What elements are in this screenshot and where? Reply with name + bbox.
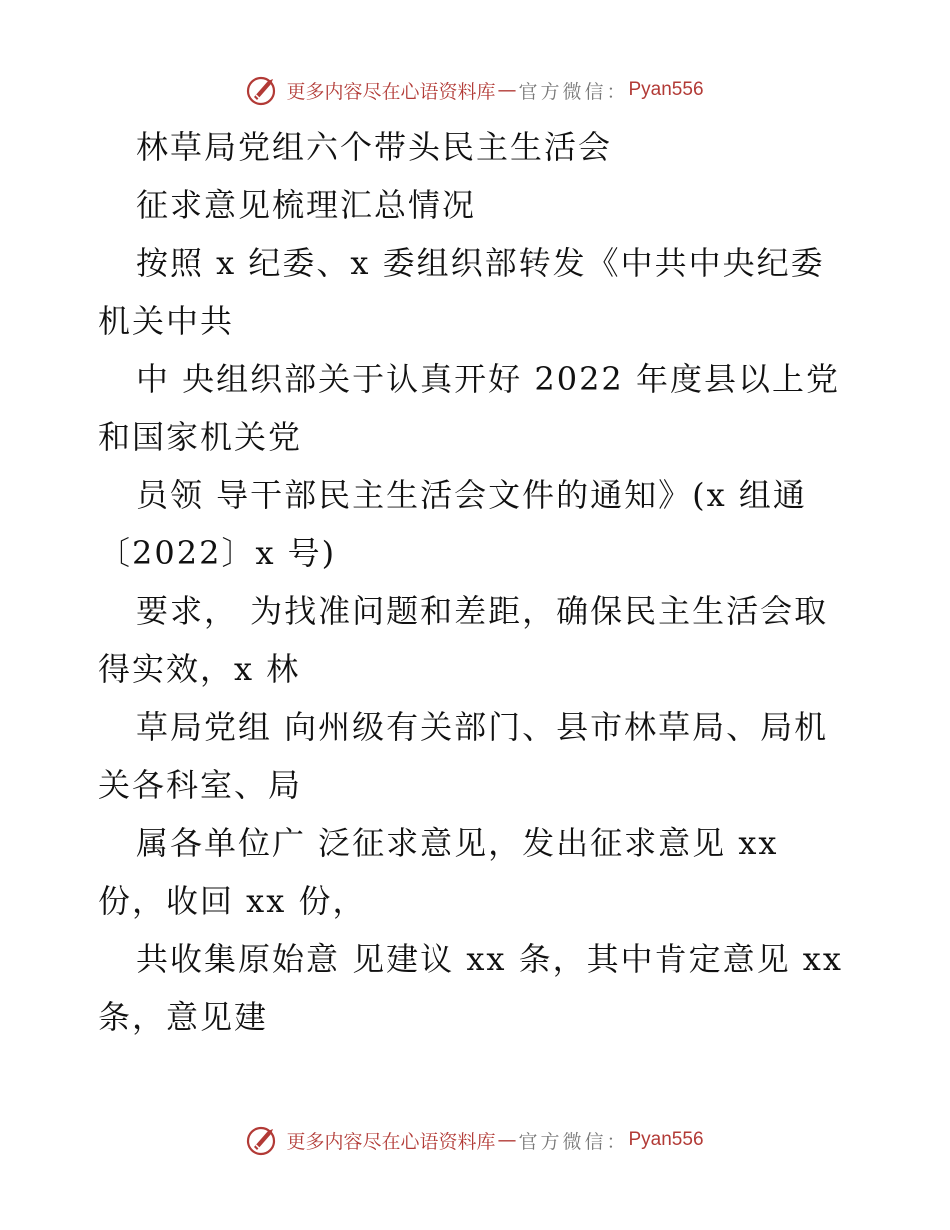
watermark-wechat-id: Pyan556 [628,1129,704,1150]
doc-text-line: 草局党组 向州级有关部门、县市林草局、局机 [136,708,829,746]
pen-seal-icon [246,1123,280,1157]
watermark-main-text: 更多内容尽在心语资料库 [286,1130,496,1153]
doc-text-line: 份，收回 xx 份， [98,882,367,920]
doc-text-line: 关各科室、局 [98,766,303,804]
doc-title-line-1: 林草局党组六个带头民主生活会 [136,128,613,166]
pen-seal-icon [246,73,280,107]
watermark-dash: — [497,1129,517,1151]
watermark-wechat-id: Pyan556 [628,79,704,100]
watermark-wechat-label: 官方微信： [518,1130,629,1153]
watermark-dash: — [497,79,517,101]
doc-text-line: 要求， 为找准问题和差距，确保民主生活会取 [136,592,829,630]
doc-text-line: 中 央组织部关于认真开好 2022 年度县以上党 [136,360,840,398]
doc-text-line: 机关中共 [98,302,235,340]
doc-text-line: 和国家机关党 [98,418,303,456]
doc-text-line: 员领 导干部民主生活会文件的通知》(x 组通 [136,476,807,514]
doc-text-line: 〔2022〕x 号) [98,534,337,572]
watermark-main-text: 更多内容尽在心语资料库 [286,80,496,103]
doc-text-line: 得实效，x 林 [98,650,301,688]
footer-watermark [0,1120,950,1160]
doc-text-line: 条，意见建 [98,998,269,1036]
watermark-wechat-label: 官方微信： [518,80,629,103]
doc-text-line: 属各单位广 泛征求意见，发出征求意见 xx [136,824,779,862]
doc-text-line: 按照 x 纪委、x 委组织部转发《中共中央纪委 [136,244,825,282]
header-watermark [0,70,950,110]
doc-title-line-2: 征求意见梳理汇总情况 [136,186,477,224]
doc-text-line: 共收集原始意 见建议 xx 条，其中肯定意见 xx [136,940,843,978]
